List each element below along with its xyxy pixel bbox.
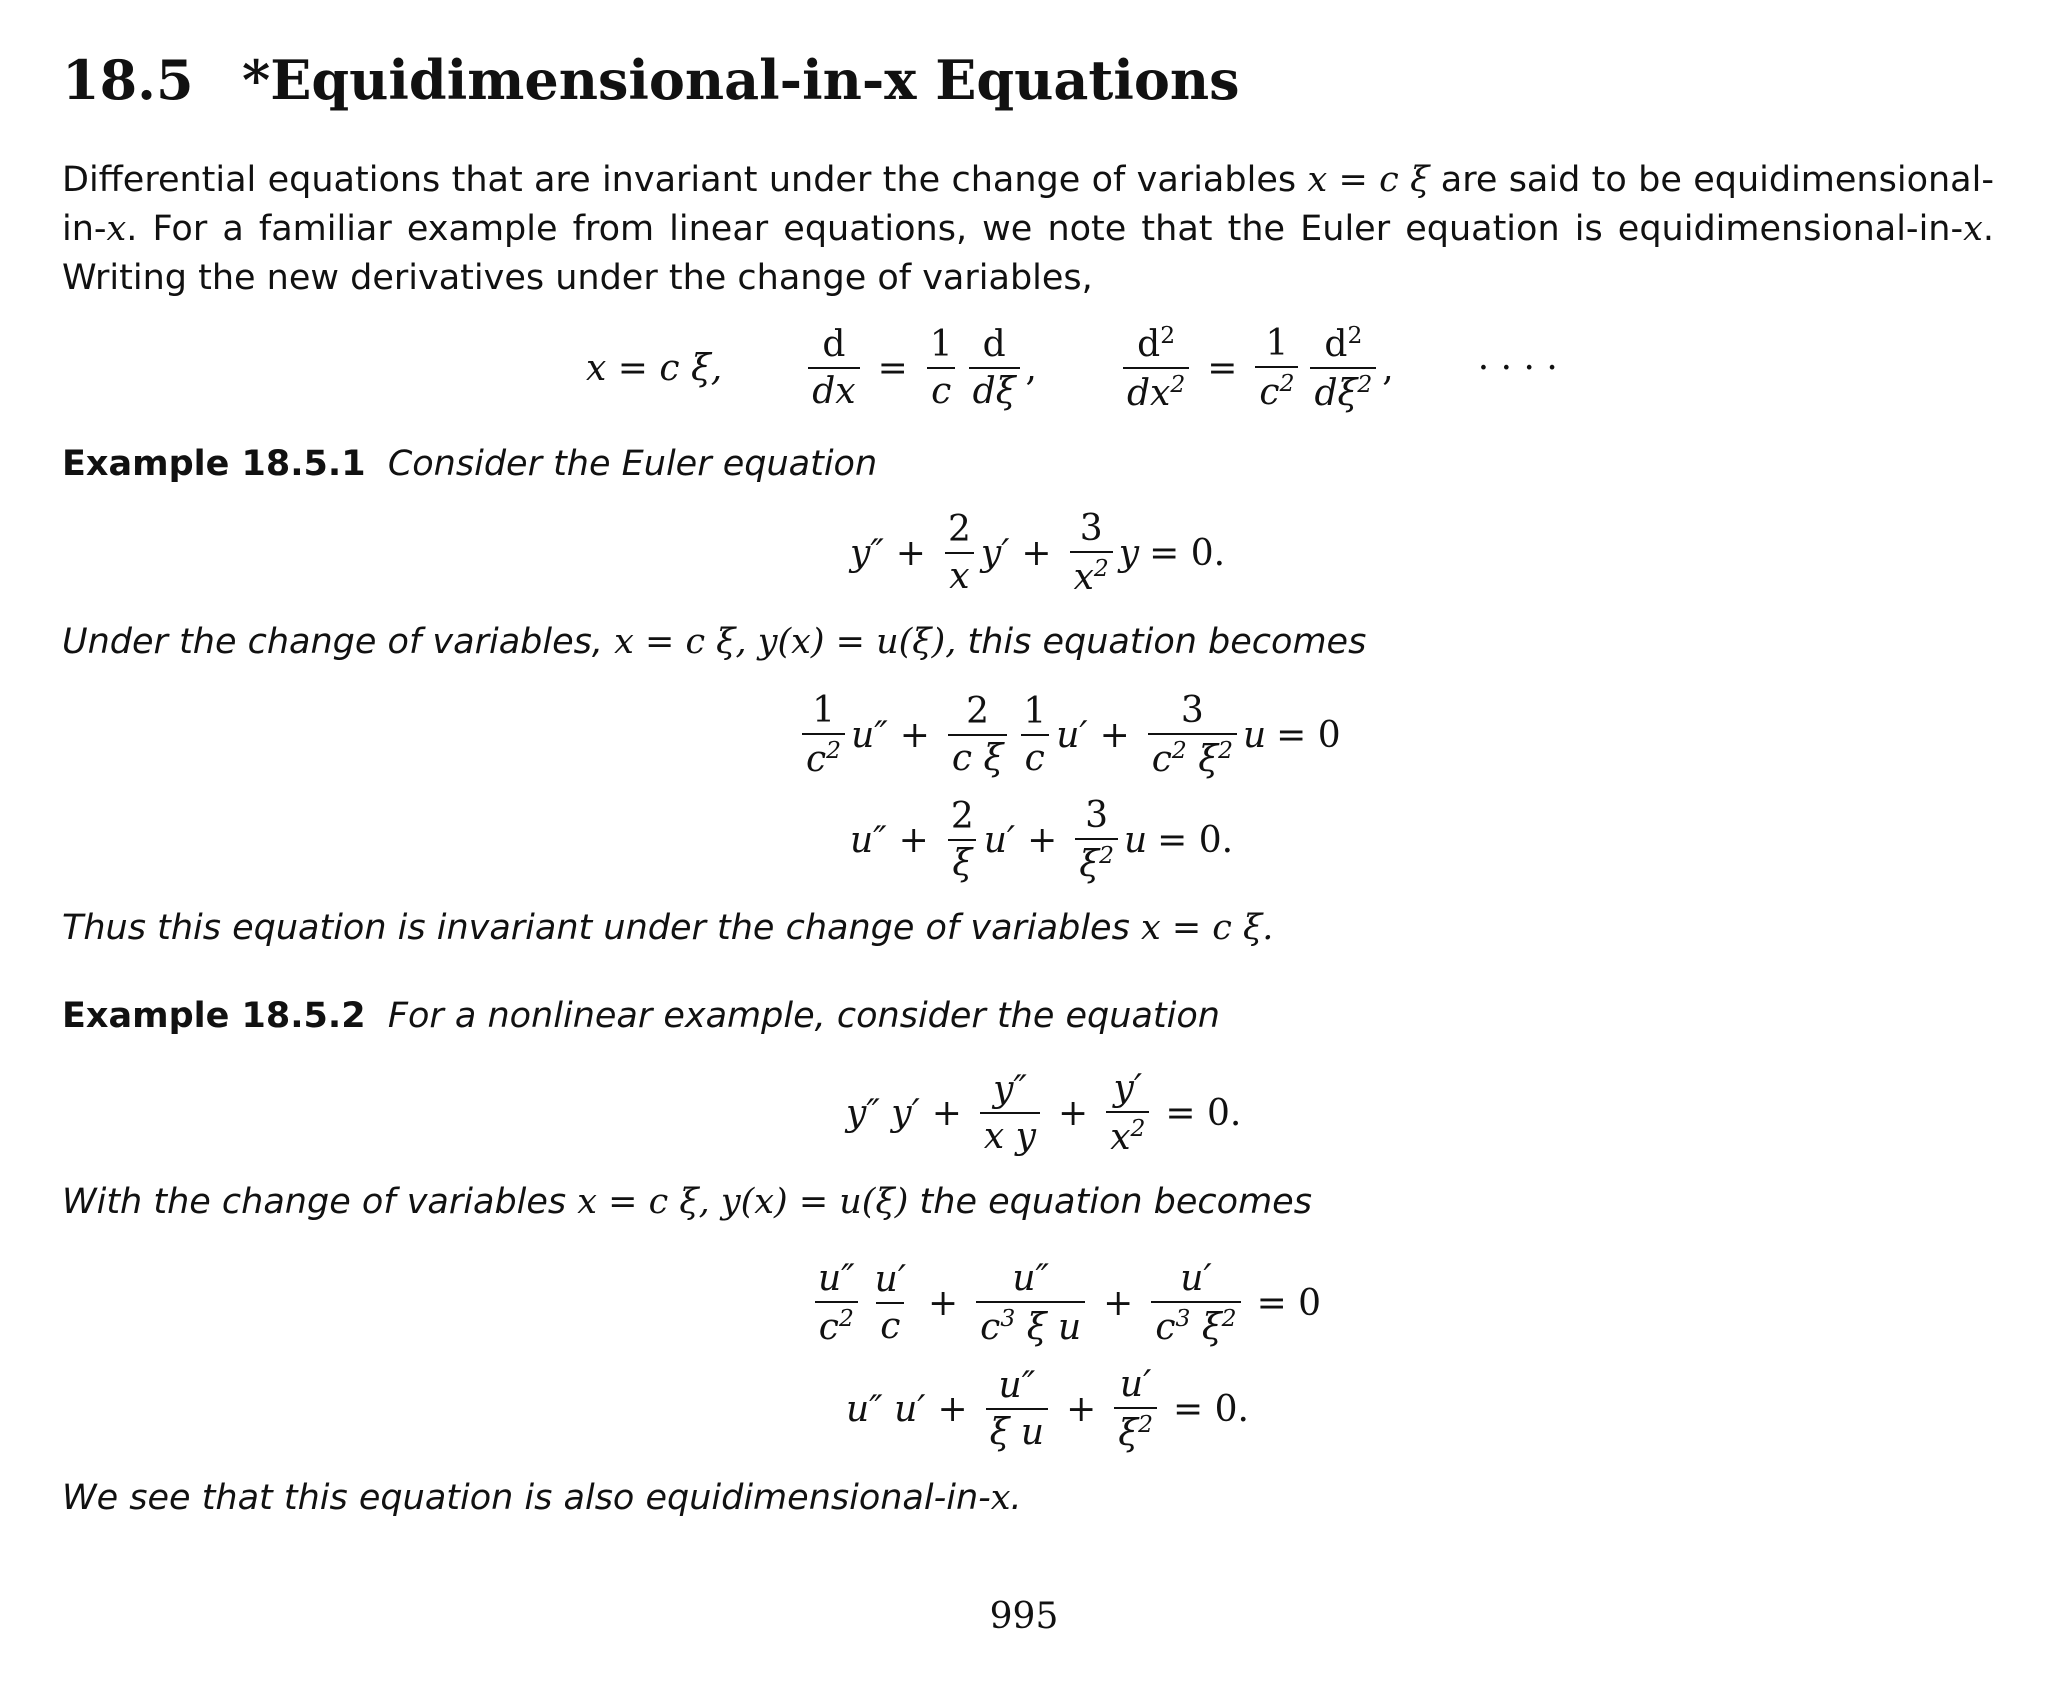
example-1-intro: Consider the Euler equation	[387, 444, 878, 484]
example-1-change-line: Under the change of variables, x = c ξ, y(x) = u(ξ), this equation becomes	[62, 622, 1367, 662]
page-number: 995	[989, 1596, 1059, 1637]
fraction-d-dx: $\frac{d}{dx}$	[808, 324, 859, 413]
example-1-heading	[62, 444, 877, 484]
nonlinear-transformed-1: $\frac{u''}{c^2}$ $\frac{u'}{c}$ + $\frac{u''}{c^3 \xi u}$ + $\frac{u'}{c^3 \xi^2}$ = 0	[808, 1258, 1321, 1349]
fraction-d2-dxi2: $\frac{d^2}{d\xi^2}$	[1310, 322, 1376, 415]
fraction-1-c2: $\frac{1}{c^2}$	[1255, 323, 1298, 414]
nonlinear-equation: y″ y′ + $\frac{y''}{\text{x y}}$ + $\frac{y'}{x^2}$ = 0.	[846, 1068, 1242, 1159]
example-1-label: Example 18.5.1	[62, 444, 366, 484]
section-title: *Equidimensional-in-x Equations	[242, 48, 1240, 112]
example-2-heading	[62, 996, 1220, 1036]
intro-text-3: . For a familiar example from linear equations, we note that the Euler equation is equidimensional-in-	[126, 209, 1964, 249]
section-number: 18.5	[62, 48, 194, 112]
nonlinear-transformed-2: u″ u′ + $\frac{u''}{\text{ξ u}}$ + $\frac{u'}{\xi^2}$ = 0.	[846, 1364, 1249, 1455]
intro-text-4: . Writing the new derivatives under the change of variables,	[62, 209, 1994, 298]
section-heading	[62, 48, 1240, 112]
intro-math-2: x	[106, 209, 127, 249]
change-of-variables: x = c ξ,	[586, 347, 723, 389]
intro-paragraph	[62, 156, 1994, 303]
transformed-equation-2: u″ + $\frac{2}{\xi}$ u′ + $\frac{3}{\xi^2}$ u = 0.	[850, 795, 1234, 886]
example-2-label: Example 18.5.2	[62, 996, 366, 1036]
fraction-1-c: $\frac{1}{c}$	[926, 324, 957, 413]
example-2-conclusion: We see that this equation is also equidimensional-in-x.	[62, 1478, 1022, 1518]
example-1-conclusion: Thus this equation is invariant under the change of variables x = c ξ.	[62, 908, 1274, 948]
intro-text-1: Differential equations that are invariant under the change of variables	[62, 160, 1297, 200]
example-2-intro: For a nonlinear example, consider the equation	[387, 996, 1220, 1036]
intro-math-3: x	[1963, 209, 1983, 249]
example-2-change-line: With the change of variables x = c ξ, y(x) = u(ξ) the equation becomes	[62, 1182, 1312, 1222]
intro-text-2: are said to be equidimensional-in-	[62, 160, 1994, 249]
transformed-equation-1: $\frac{1}{c^2}$ u″ + $\frac{2}{\text{c ξ}}$ $\frac{1}{c}$ u′ + $\frac{3}{c^2 \xi^2}$ u = 0	[796, 690, 1341, 781]
euler-equation: y″ + $\frac{2}{x}$ y′ + $\frac{3}{x^2}$ y = 0.	[850, 508, 1226, 599]
intro-math-1: x = c ξ	[1307, 160, 1430, 200]
derivative-equations: x = c ξ, $\frac{d}{dx}$ = $\frac{1}{c}$ $\frac{d}{d\xi}$ , $\frac{d^2}{dx^2}$ = $\frac{1}{c^2}$ $\frac{d^2}{d\xi^2}$ , · · · ·	[586, 321, 1558, 415]
ellipsis: · · · ·	[1477, 347, 1558, 389]
fraction-d-dxi: $\frac{d}{d\xi}$	[969, 324, 1020, 413]
fraction-d2-dx2: $\frac{d^2}{dx^2}$	[1123, 322, 1189, 415]
